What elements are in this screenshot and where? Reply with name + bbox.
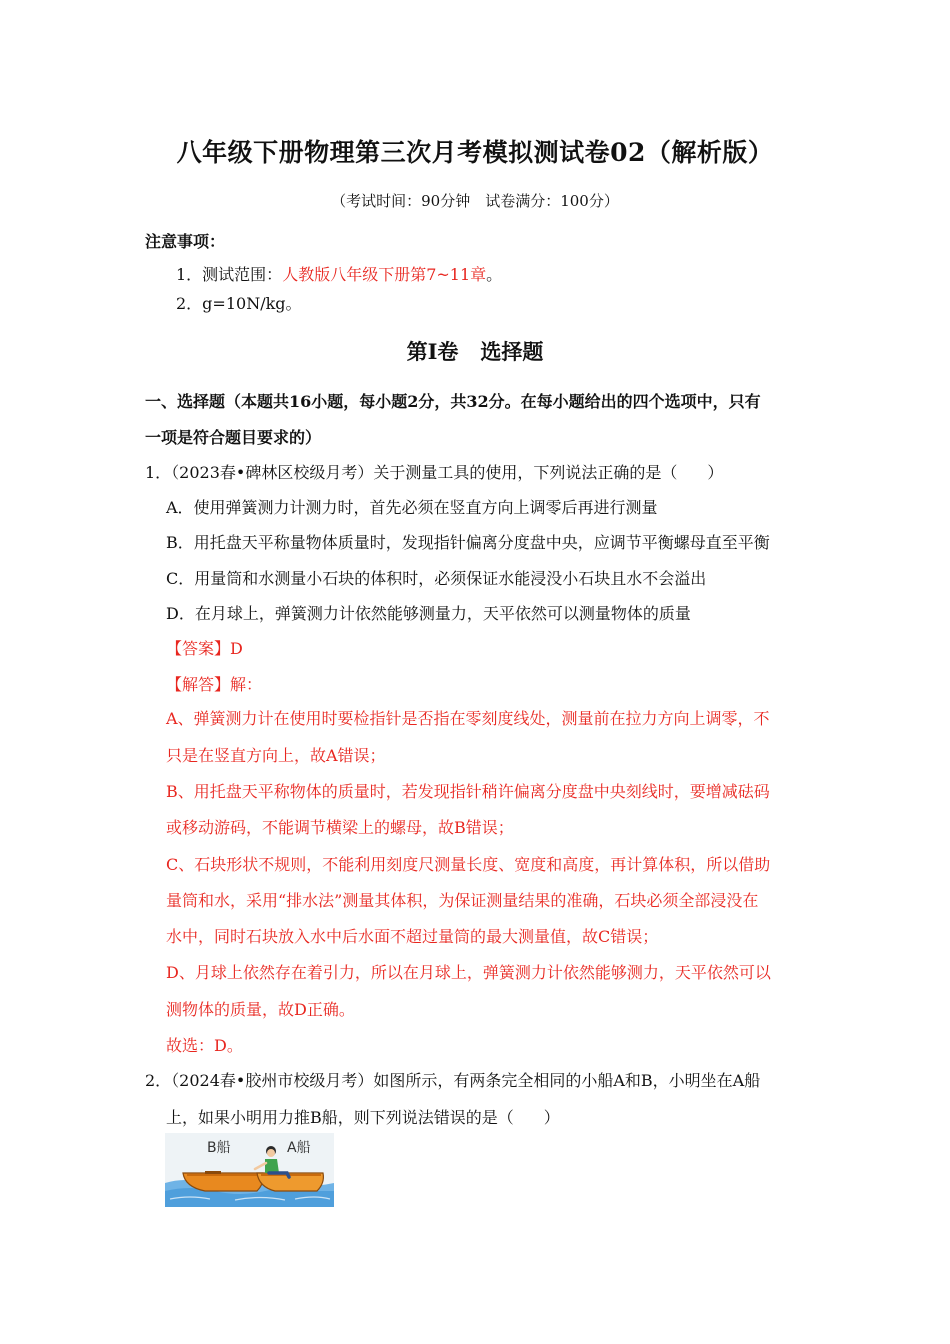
part-one-heading-line-2: 一项是符合题目要求的） [145,428,322,447]
q2-stem-text: 上，如果小明用力推B船，则下列说法错误的是（ [166,1108,514,1127]
q2-stem-line-1: 2．（2024春•胶州市校级月考）如图所示，有两条完全相同的小船A和B，小明坐在A船 [145,1071,761,1090]
boat-a-label: A船 [287,1140,311,1156]
q1-stem-end: ） [707,463,724,482]
exam-info: （考试时间：90分钟 试卷满分：100分） [331,192,619,210]
q1-option-c: C．用量筒和水测量小石块的体积时，必须保证水能浸没小石块且水不会溢出 [166,569,707,588]
section-name: 选择题 [480,339,544,364]
q1-analysis-line: A、弹簧测力计在使用时要检指针是否指在零刻度线处，测量前在拉力方向上调零，不 [166,709,770,728]
notice-item-1-suffix: 。 [486,265,503,284]
q1-option-a: A．使用弹簧测力计测力时，首先必须在竖直方向上调零后再进行测量 [166,498,658,517]
q1-analysis-line: 或移动游码，不能调节横梁上的螺母，故B错误； [166,818,514,837]
q1-option-d: D．在月球上，弹簧测力计依然能够测量力，天平依然可以测量物体的质量 [166,604,691,623]
notice-heading: 注意事项： [145,232,226,251]
boat-b-label: B船 [207,1140,231,1156]
q1-option-b: B．用托盘天平称量物体质量时，发现指针偏离分度盘中央，应调节平衡螺母直至平衡 [166,533,770,552]
notice-item-1-scope: 人教版八年级下册第7~11章 [282,265,487,284]
section-part: 第Ⅰ卷 [406,339,459,364]
q1-analysis-line: C、石块形状不规则，不能利用刻度尺测量长度、宽度和高度，再计算体积，所以借助 [166,855,771,874]
q1-analysis-line: 量筒和水，采用“排水法”测量其体积，为保证测量结果的准确，石块必须全部浸没在 [166,891,759,910]
q1-analysis-head: 【解答】解： [166,675,263,694]
q1-analysis-line: 测物体的质量，故D正确。 [166,1000,355,1019]
q1-stem-text: 1．（2023春•碑林区校级月考）关于测量工具的使用，下列说法正确的是（ [145,463,678,482]
q2-stem-end: ） [543,1108,560,1127]
section-heading [0,336,950,366]
part-one-heading-line-1: 一、选择题（本题共16小题，每小题2分，共32分。在每小题给出的四个选项中，只有 [145,392,761,411]
boat-figure [165,1133,334,1207]
notice-item-1-prefix: 1．测试范围： [176,265,283,284]
notice-item-1 [176,262,502,285]
q1-answer: 【答案】D [166,639,243,658]
boat-illustration [165,1133,334,1207]
q1-stem [145,460,723,483]
q1-analysis-line: D、月球上依然存在着引力，所以在月球上，弹簧测力计依然能够测力，天平依然可以 [166,963,771,982]
notice-item-2: 2．g=10N/kg。 [176,294,302,313]
q1-analysis-line: 故选：D。 [166,1036,243,1055]
q2-stem-line-2 [166,1105,560,1128]
q1-analysis-line: B、用托盘天平称物体的质量时，若发现指针稍许偏离分度盘中央刻线时，要增减砝码 [166,782,770,801]
q1-analysis-line: 水中，同时石块放入水中后水面不超过量筒的最大测量值，故C错误； [166,927,659,946]
q1-analysis-line: 只是在竖直方向上，故A错误； [166,746,386,765]
page-title: 八年级下册物理第三次月考模拟测试卷02（解析版） [176,138,774,167]
